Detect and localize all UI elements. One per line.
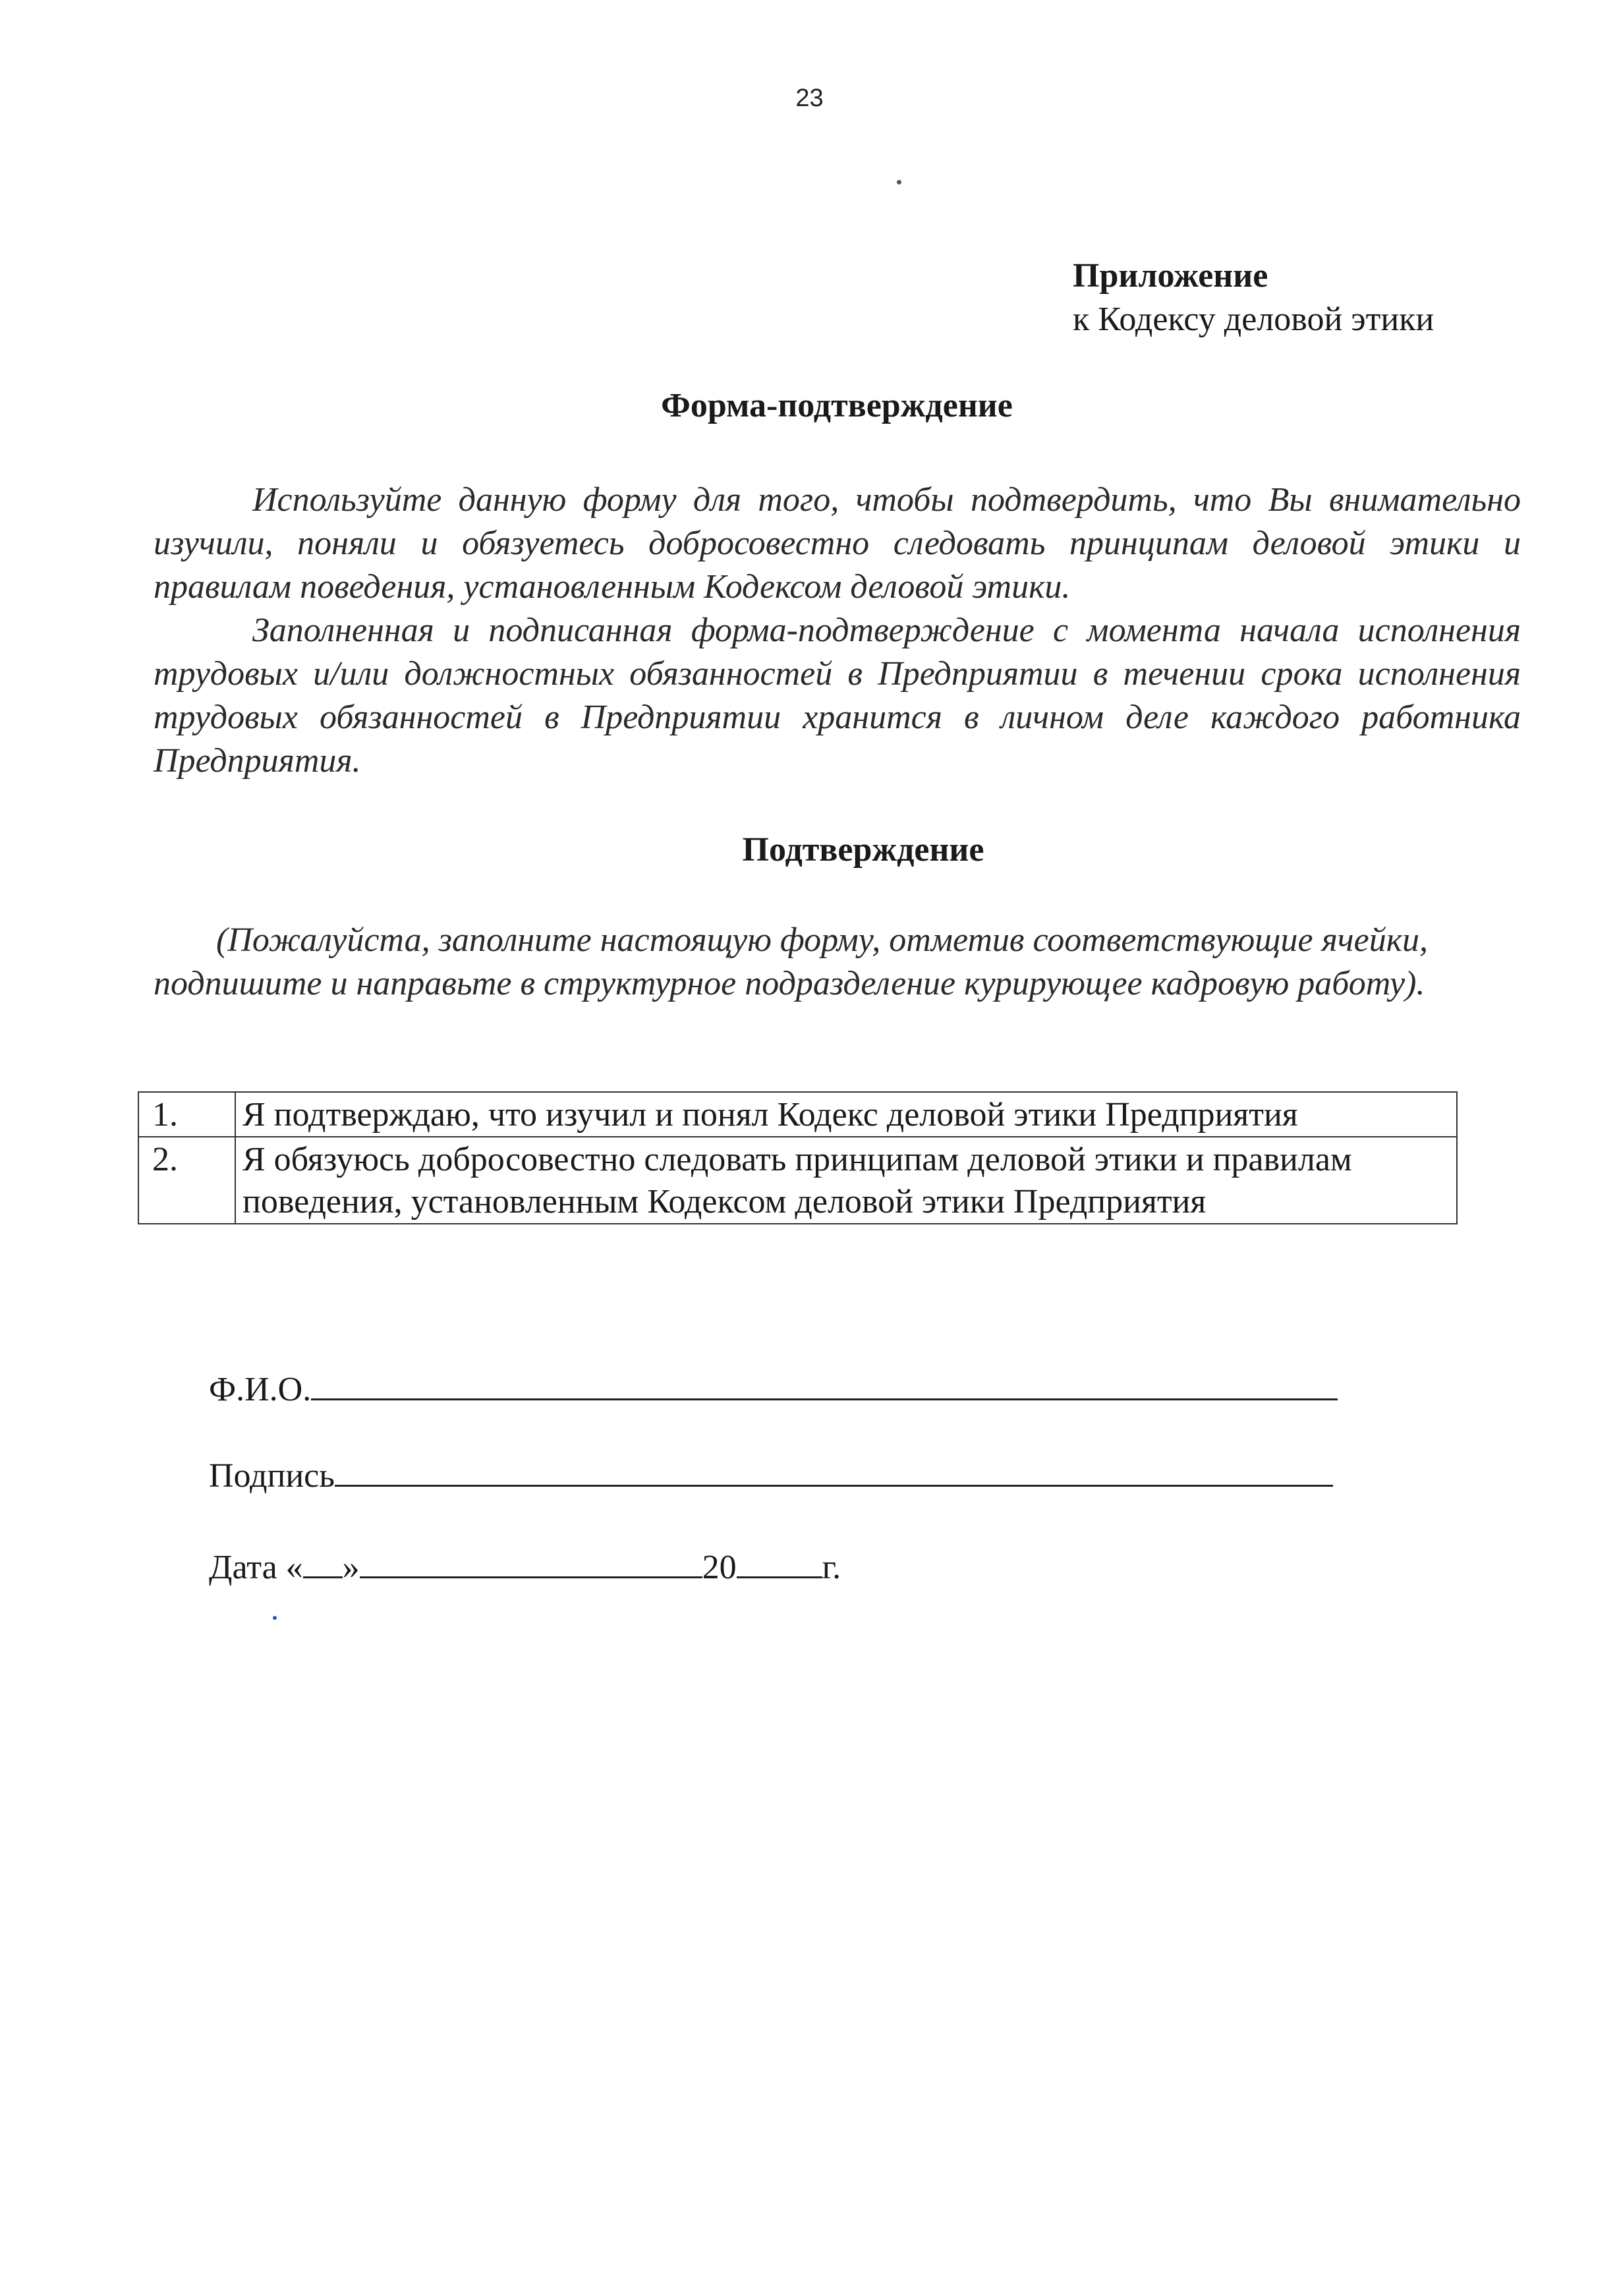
confirmation-table bbox=[138, 1091, 1458, 1224]
date-label: Дата « bbox=[209, 1549, 303, 1586]
month-field[interactable] bbox=[360, 1542, 702, 1578]
year-suffix: г. bbox=[822, 1549, 841, 1586]
signature-line bbox=[209, 1450, 1333, 1496]
intro-paragraph-1: Используйте данную форму для того, чтобы подтвердить, что Вы внимательно изучили, поняли и обязуетесь добросовестно следовать принципам деловой этики и правилам поведения, установленным Кодексом деловой этики. bbox=[154, 481, 1521, 606]
page-number: 23 bbox=[795, 84, 824, 112]
table-row bbox=[138, 1092, 1457, 1137]
day-field[interactable] bbox=[303, 1542, 343, 1578]
item-text[interactable]: Я подтверждаю, что изучил и понял Кодекс деловой этики Предприятия bbox=[235, 1092, 1457, 1137]
signature-field[interactable] bbox=[335, 1450, 1333, 1487]
intro-text bbox=[154, 478, 1521, 783]
item-text[interactable]: Я обязуюсь добросовестно следовать принципам деловой этики и правилам поведения, установленным Кодексом деловой этики Предприятия bbox=[235, 1137, 1457, 1224]
date-quote-close: » bbox=[342, 1549, 360, 1586]
intro-paragraph-2: Заполненная и подписанная форма-подтверждение с момента начала исполнения трудовых и/или должностных обязанностей в Предприятии в течении срока исполнения трудовых обязанностей в Предприятии хранится в личном деле каждого работника Предприятия. bbox=[154, 612, 1521, 780]
year-field[interactable] bbox=[737, 1542, 822, 1578]
form-title: Форма-подтверждение bbox=[661, 387, 1013, 424]
signature-label: Подпись bbox=[209, 1457, 335, 1495]
appendix-subtitle: к Кодексу деловой этики bbox=[1073, 301, 1434, 338]
appendix-heading bbox=[1073, 254, 1434, 341]
name-label: Ф.И.О. bbox=[209, 1371, 312, 1408]
name-line bbox=[209, 1364, 1338, 1410]
scan-speck bbox=[897, 180, 901, 185]
year-prefix: 20 bbox=[702, 1549, 737, 1586]
table-row bbox=[138, 1137, 1457, 1224]
name-field[interactable] bbox=[311, 1364, 1338, 1400]
appendix-title: Приложение bbox=[1073, 257, 1268, 295]
item-number: 1. bbox=[138, 1092, 235, 1137]
date-line bbox=[209, 1542, 841, 1588]
scan-speck bbox=[273, 1616, 277, 1620]
instruction-text bbox=[154, 919, 1498, 1006]
item-number: 2. bbox=[138, 1137, 235, 1224]
instruction-paragraph: (Пожалуйста, заполните настоящую форму, отметив соответствующие ячейки, подпишите и направьте в структурное подразделение курирующее кадровую работу). bbox=[154, 921, 1429, 1002]
confirmation-title: Подтверждение bbox=[742, 831, 984, 869]
